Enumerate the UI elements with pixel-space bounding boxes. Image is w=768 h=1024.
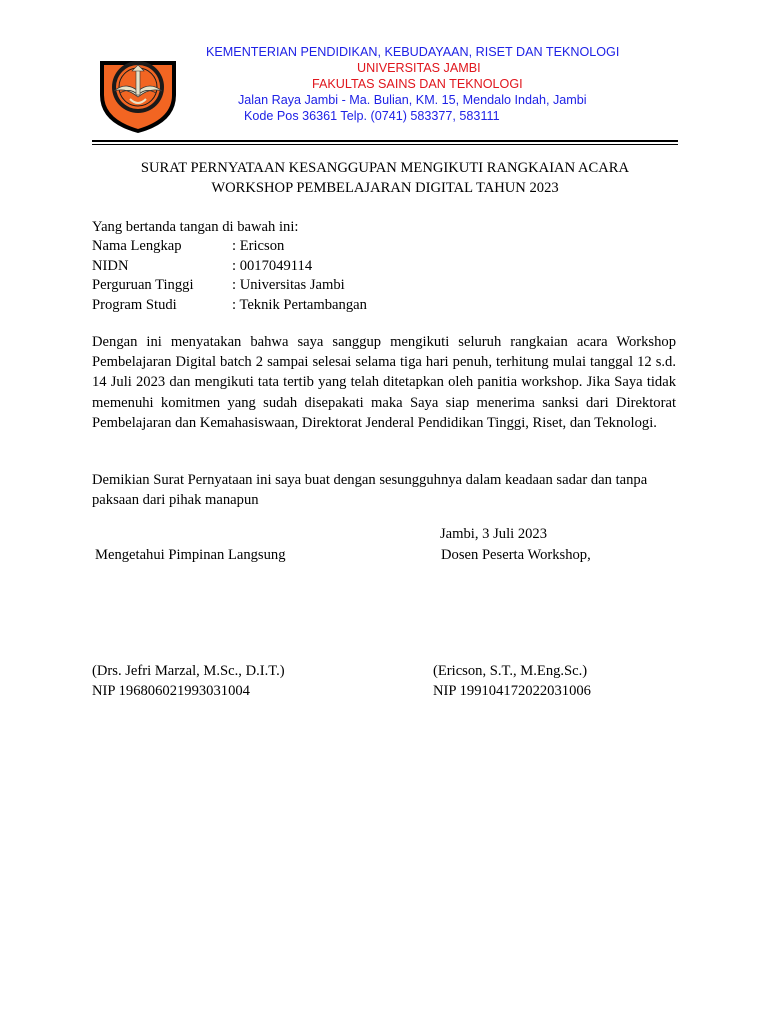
letterhead-divider-thick: [92, 140, 678, 142]
field-value: : Teknik Pertambangan: [232, 296, 367, 313]
university-crest-icon: [90, 41, 186, 137]
field-label: Nama Lengkap: [92, 238, 182, 254]
field-label: Perguruan Tinggi: [92, 277, 194, 293]
field-row-university: [92, 276, 367, 296]
ministry-name: KEMENTERIAN PENDIDIKAN, KEBUDAYAAN, RISET DAN TEKNOLOGI: [206, 45, 620, 59]
contact-line: Kode Pos 36361 Telp. (0741) 583377, 583111: [244, 109, 500, 123]
field-label: Program Studi: [92, 296, 177, 313]
participant-signature-block: [433, 661, 591, 701]
supervisor-name: (Drs. Jefri Marzal, M.Sc., D.I.T.): [92, 663, 285, 679]
intro-text: Yang bertanda tangan di bawah ini:: [92, 219, 299, 235]
address-line: Jalan Raya Jambi - Ma. Bulian, KM. 15, Mendalo Indah, Jambi: [238, 93, 587, 107]
document-title: [92, 158, 678, 198]
supervisor-label: Mengetahui Pimpinan Langsung: [95, 547, 286, 563]
field-row-name: [92, 237, 367, 257]
title-line-2: WORKSHOP PEMBELAJARAN DIGITAL TAHUN 2023: [211, 180, 559, 196]
participant-label: Dosen Peserta Workshop,: [441, 547, 591, 563]
faculty-name: FAKULTAS SAINS DAN TEKNOLOGI: [312, 77, 523, 91]
supervisor-nip: NIP 196806021993031004: [92, 683, 250, 699]
title-line-1: SURAT PERNYATAAN KESANGGUPAN MENGIKUTI RANGKAIAN ACARA: [140, 160, 630, 176]
participant-nip: NIP 199104172022031006: [433, 683, 591, 699]
participant-name: (Ericson, S.T., M.Eng.Sc.): [433, 663, 588, 679]
field-label: NIDN: [92, 257, 129, 274]
statement-paragraph: Dengan ini menyatakan bahwa saya sanggup mengikuti seluruh rangkaian acara Workshop Pembelajaran Digital batch 2 sampai selesai selama tiga hari penuh, terhitung mulai tanggal 12 s.d. 14 Juli 2023 dan mengikuti tata tertib yang telah ditetapkan oleh panitia workshop. Jika Saya tidak memenuhi komitmen yang sudah disepakati maka Saya siap menerima sanksi dari Direktorat Pembelajaran dan Kemahasiswaan, Direktorat Jenderal Pendidikan Tinggi, Riset, dan Teknologi.: [92, 334, 676, 431]
field-value: : Ericson: [232, 238, 285, 254]
field-row-nidn: [92, 257, 367, 277]
field-value: : Universitas Jambi: [232, 277, 345, 293]
letterhead: [198, 44, 648, 124]
field-value: : 0017049114: [232, 257, 313, 274]
letterhead-divider-thin: [92, 144, 678, 145]
closing-paragraph: Demikian Surat Pernyataan ini saya buat dengan sesungguhnya dalam keadaan sadar dan tanpa paksaan dari pihak manapun: [92, 472, 648, 508]
university-name: UNIVERSITAS JAMBI: [357, 61, 481, 75]
signature-date: Jambi, 3 Juli 2023: [440, 526, 548, 542]
field-row-program: [92, 296, 367, 316]
identity-fields: [92, 237, 367, 315]
supervisor-signature-block: [92, 661, 285, 701]
